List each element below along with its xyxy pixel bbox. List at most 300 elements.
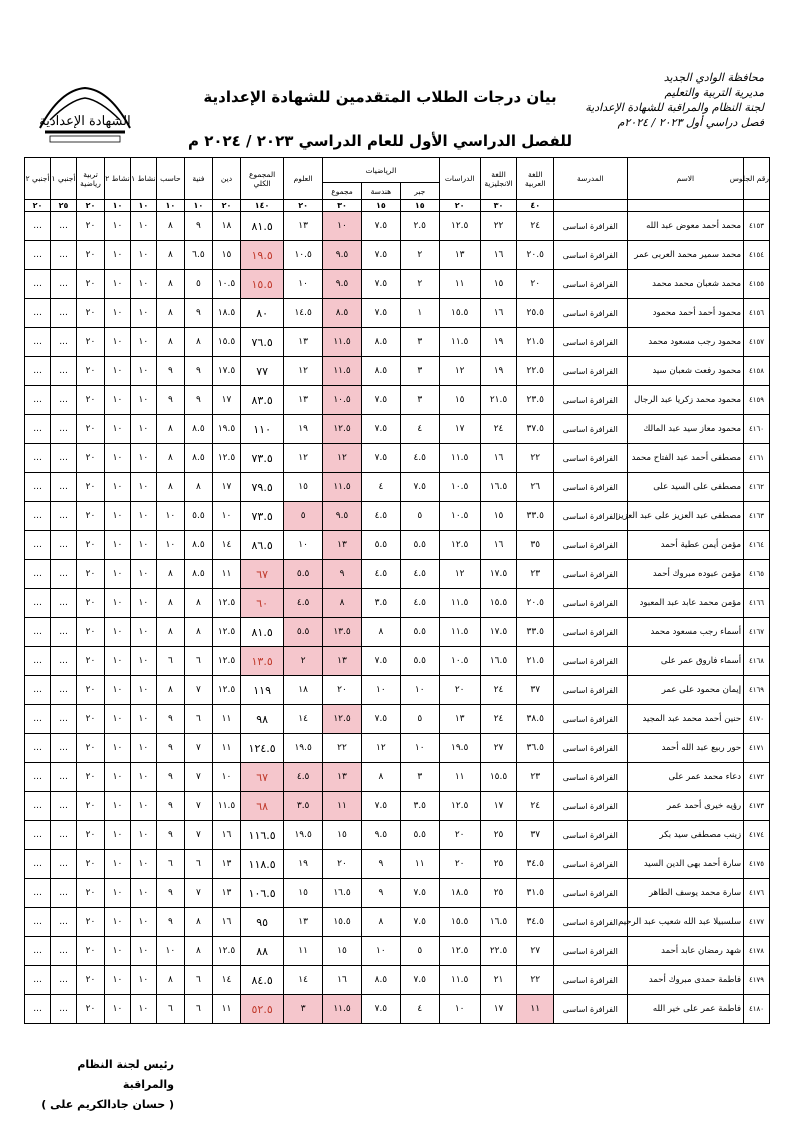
table-row — [25, 821, 770, 850]
col-science: العلوم — [284, 158, 323, 200]
max-mark: ٢٠ — [76, 200, 104, 212]
grade-cell: ١٠ — [130, 937, 156, 966]
grade-cell: ١٤.٥ — [284, 299, 323, 328]
grade-cell: ٨٨ — [241, 937, 284, 966]
grade-cell: ٢٠ — [439, 821, 480, 850]
grade-cell: ٣.٥ — [361, 589, 400, 618]
grade-cell: ٨١.٥ — [241, 212, 284, 241]
grade-cell: ... — [25, 270, 51, 299]
grade-cell: ٦ — [156, 995, 184, 1024]
grade-cell: ٢٠ — [76, 270, 104, 299]
grade-cell: ١١.٥ — [439, 618, 480, 647]
grade-cell: ٢٦ — [517, 473, 554, 502]
grade-cell: ٨.٥ — [323, 299, 362, 328]
table-row — [25, 734, 770, 763]
grade-cell: ١٠ — [105, 821, 131, 850]
col-name: الاسم — [627, 158, 744, 200]
grade-cell: ٩ — [184, 299, 212, 328]
grade-cell: ٢٤ — [517, 212, 554, 241]
grade-cell: ٨ — [156, 328, 184, 357]
grade-cell: ٧ — [184, 879, 212, 908]
grade-cell: ٥.٥ — [400, 618, 439, 647]
grade-cell: ٨ — [156, 589, 184, 618]
grade-cell: ١٥.٥ — [241, 270, 284, 299]
grade-cell: ٧.٥ — [361, 444, 400, 473]
school-name: الفرافرة اساسى — [554, 618, 627, 647]
grade-cell: ١٠ — [105, 937, 131, 966]
col-activity2: نشاط ٢ — [105, 158, 131, 200]
grade-cell: ١٣ — [284, 328, 323, 357]
grade-cell: ٨ — [156, 415, 184, 444]
grade-cell: ١٠ — [130, 444, 156, 473]
grade-cell: ٦ — [184, 647, 212, 676]
grade-cell: ... — [51, 821, 77, 850]
grade-cell: ١٠ — [130, 299, 156, 328]
grade-cell: ٨ — [184, 908, 212, 937]
seat-number: ٤١٨٠ — [744, 995, 770, 1024]
grade-cell: ١٣ — [284, 212, 323, 241]
col-english: اللغة الانجليزية — [480, 158, 517, 200]
table-row — [25, 270, 770, 299]
grade-cell: ... — [25, 792, 51, 821]
grade-cell: ٨١.٥ — [241, 618, 284, 647]
grade-cell: ٢٠ — [517, 270, 554, 299]
seat-number: ٤١٧٤ — [744, 821, 770, 850]
grade-cell: ١٥ — [284, 879, 323, 908]
grade-cell: ١٠ — [130, 415, 156, 444]
grade-cell: ١٠.٥ — [439, 473, 480, 502]
table-row — [25, 676, 770, 705]
student-name: سارة أحمد بهى الدين السيد — [627, 850, 744, 879]
grade-cell: ١٥ — [212, 241, 240, 270]
grade-cell: ٤.٥ — [400, 560, 439, 589]
grade-cell: ١٠ — [130, 734, 156, 763]
grade-cell: ١٥.٥ — [439, 908, 480, 937]
grade-cell: ٣ — [400, 328, 439, 357]
grade-cell: ١٠.٥ — [439, 647, 480, 676]
school-name: الفرافرة اساسى — [554, 763, 627, 792]
student-name: مصطفى عبد العزيز على عبد العزيز — [627, 502, 744, 531]
grade-cell: ١١ — [212, 705, 240, 734]
grade-cell: ٣٧.٥ — [517, 415, 554, 444]
grade-cell: ١٤ — [284, 966, 323, 995]
grade-cell: ... — [25, 357, 51, 386]
grade-cell: ١٠ — [284, 270, 323, 299]
grade-cell: ٢.٥ — [400, 212, 439, 241]
grade-cell: ... — [51, 618, 77, 647]
student-name: إيمان محمود على عمر — [627, 676, 744, 705]
student-name: حنين أحمد محمد عبد المجيد — [627, 705, 744, 734]
school-name: الفرافرة اساسى — [554, 589, 627, 618]
school-name: الفرافرة اساسى — [554, 879, 627, 908]
table-row — [25, 212, 770, 241]
grade-cell: ٢٥.٥ — [517, 299, 554, 328]
grade-cell: ٩ — [156, 705, 184, 734]
grade-cell: ١٠ — [105, 879, 131, 908]
grade-cell: ١٠ — [156, 502, 184, 531]
grade-cell: ٧.٥ — [361, 241, 400, 270]
grade-cell: ١٩ — [480, 328, 517, 357]
grade-cell: ١٠ — [361, 676, 400, 705]
grade-cell: ١١.٥ — [439, 966, 480, 995]
grade-cell: ١٨.٥ — [439, 879, 480, 908]
grade-cell: ١٠ — [105, 386, 131, 415]
grade-cell: ١٦ — [480, 241, 517, 270]
grade-cell: ١٥ — [284, 473, 323, 502]
grade-cell: ١٠ — [105, 734, 131, 763]
grade-cell: ٢٤ — [480, 415, 517, 444]
grade-cell: ١٠ — [130, 995, 156, 1024]
grade-cell: ... — [51, 415, 77, 444]
page-subtitle: للفصل الدراسي الأول للعام الدراسي ٢٠٢٣ / ٢٠٢٤ م — [187, 132, 573, 150]
grade-cell: ١٠ — [105, 995, 131, 1024]
grade-cell: ١٣ — [323, 763, 362, 792]
seat-number: ٤١٥٧ — [744, 328, 770, 357]
grade-cell: ١٧.٥ — [480, 560, 517, 589]
grade-cell: ٥ — [400, 937, 439, 966]
grade-cell: ٤ — [361, 473, 400, 502]
student-name: مؤمن عبوده مبروك أحمد — [627, 560, 744, 589]
grade-cell: ١٠ — [105, 763, 131, 792]
max-mark: ٤٠ — [517, 200, 554, 212]
table-row — [25, 618, 770, 647]
grade-cell: ٢٤ — [480, 676, 517, 705]
grade-cell: ١٠٦.٥ — [241, 879, 284, 908]
org-line: محافظة الوادي الجديد — [663, 71, 764, 84]
school-name: الفرافرة اساسى — [554, 212, 627, 241]
grade-cell: ١٠ — [361, 937, 400, 966]
grade-cell: ٧٣.٥ — [241, 502, 284, 531]
seat-number: ٤١٦٠ — [744, 415, 770, 444]
grade-cell: ٩ — [156, 821, 184, 850]
grade-cell: ١٢.٥ — [212, 647, 240, 676]
grade-cell: ١٠ — [105, 299, 131, 328]
grade-cell: ٩ — [361, 879, 400, 908]
grade-cell: ٢٠ — [76, 589, 104, 618]
org-line: لجنة النظام والمراقبة للشهادة الإعدادية — [585, 101, 764, 114]
grade-cell: ٢٠ — [76, 763, 104, 792]
grade-cell: ١٠ — [400, 676, 439, 705]
grade-cell: ٥٢.٥ — [241, 995, 284, 1024]
seat-number: ٤١٧٨ — [744, 937, 770, 966]
grade-cell: ١١٦.٥ — [241, 821, 284, 850]
grade-cell: ١٠.٥ — [284, 241, 323, 270]
max-mark: ٢٠ — [25, 200, 51, 212]
grade-cell: ١٠ — [105, 473, 131, 502]
grade-cell: ١٢.٥ — [439, 212, 480, 241]
school-name: الفرافرة اساسى — [554, 502, 627, 531]
grade-cell: ٩ — [323, 560, 362, 589]
grade-cell: ٨٠ — [241, 299, 284, 328]
grade-cell: ١٨ — [284, 676, 323, 705]
grade-cell: ١٠ — [130, 821, 156, 850]
school-name: الفرافرة اساسى — [554, 328, 627, 357]
grade-cell: ١٢ — [439, 357, 480, 386]
grade-cell: ١١ — [400, 850, 439, 879]
max-mark: ٢٠ — [439, 200, 480, 212]
grade-cell: ١٢ — [284, 357, 323, 386]
grade-cell: ١٠ — [439, 995, 480, 1024]
table-row — [25, 792, 770, 821]
school-name: الفرافرة اساسى — [554, 473, 627, 502]
grade-cell: ٢٣.٥ — [517, 386, 554, 415]
grade-cell: ٢٢ — [517, 966, 554, 995]
grade-cell: ... — [51, 792, 77, 821]
seat-number: ٤١٦٦ — [744, 589, 770, 618]
grade-cell: ٥.٥ — [400, 531, 439, 560]
grade-cell: ٦ — [156, 850, 184, 879]
table-body — [25, 212, 770, 1024]
grade-cell: ٢٠ — [76, 821, 104, 850]
student-name: محمد أحمد معوض عبد الله — [627, 212, 744, 241]
student-name: محمود رجب مسعود محمد — [627, 328, 744, 357]
seat-number: ٤١٥٤ — [744, 241, 770, 270]
seat-number: ٤١٧٢ — [744, 763, 770, 792]
grade-cell: ٢٠ — [76, 734, 104, 763]
student-name: محمود محمد زكريا عبد الرجال — [627, 386, 744, 415]
student-name: زينب مصطفى سيد بكر — [627, 821, 744, 850]
grade-cell: ١٠ — [105, 444, 131, 473]
grade-cell: ٢٠ — [76, 212, 104, 241]
grade-cell: ... — [25, 879, 51, 908]
grade-cell: ٣٧ — [517, 821, 554, 850]
grade-cell: ... — [51, 502, 77, 531]
grade-cell: ١٠ — [130, 473, 156, 502]
grade-cell: ١٤ — [212, 531, 240, 560]
grade-cell: ... — [25, 473, 51, 502]
grade-cell: ٧.٥ — [400, 879, 439, 908]
grade-cell: ١٣ — [323, 647, 362, 676]
grade-cell: ٦ — [184, 705, 212, 734]
grade-cell: ١٠ — [130, 328, 156, 357]
grade-cell: ... — [51, 734, 77, 763]
grade-cell: ١٩ — [284, 415, 323, 444]
grade-cell: ١١.٥ — [323, 328, 362, 357]
grade-cell: ٢٠ — [76, 502, 104, 531]
grade-cell: ... — [25, 763, 51, 792]
grade-cell: ٧٣.٥ — [241, 444, 284, 473]
grade-cell: ٨ — [156, 444, 184, 473]
grade-cell: ٦٧ — [241, 763, 284, 792]
grade-cell: ٢٣ — [517, 763, 554, 792]
grade-cell: ... — [25, 908, 51, 937]
grade-cell: ١١ — [212, 995, 240, 1024]
grade-cell: ١١.٥ — [323, 995, 362, 1024]
grade-cell: ١٠.٥ — [323, 386, 362, 415]
col-social: الدراسات — [439, 158, 480, 200]
signature-block — [24, 1055, 174, 1115]
school-name: الفرافرة اساسى — [554, 647, 627, 676]
student-name: مؤمن محمد عابد عبد المعبود — [627, 589, 744, 618]
grade-cell: ٥ — [400, 502, 439, 531]
grade-cell: ... — [51, 879, 77, 908]
col-arabic: اللغة العربية — [517, 158, 554, 200]
grade-cell: ٧.٥ — [361, 386, 400, 415]
table-row — [25, 908, 770, 937]
grade-cell: ٢٠ — [76, 618, 104, 647]
grade-cell: ١٦ — [480, 531, 517, 560]
grade-cell: ٤.٥ — [284, 763, 323, 792]
grade-cell: ... — [25, 850, 51, 879]
school-name: الفرافرة اساسى — [554, 386, 627, 415]
grade-cell: ٣٧ — [517, 676, 554, 705]
grade-cell: ... — [25, 502, 51, 531]
grade-cell: ١٠ — [105, 560, 131, 589]
grade-cell: ٨ — [156, 618, 184, 647]
grade-cell: ٢٠ — [76, 444, 104, 473]
col-foreign2: أجنبي ٢ — [25, 158, 51, 200]
grade-cell: ١٠ — [105, 357, 131, 386]
grade-cell: ٢٢.٥ — [480, 937, 517, 966]
grade-cell: ١٥ — [439, 386, 480, 415]
grade-cell: ١٠ — [323, 212, 362, 241]
grade-cell: ٣١.٥ — [517, 879, 554, 908]
student-name: محمود أحمد أحمد محمود — [627, 299, 744, 328]
seat-number: ٤١٦٢ — [744, 473, 770, 502]
grade-cell: ١٠.٥ — [212, 270, 240, 299]
grade-cell: ١٠ — [105, 212, 131, 241]
grade-cell: ٢٠ — [76, 850, 104, 879]
grade-cell: ٢٢ — [323, 734, 362, 763]
grade-cell: ٢٠ — [76, 647, 104, 676]
seat-number: ٤١٦٧ — [744, 618, 770, 647]
grade-cell: ... — [25, 589, 51, 618]
grade-cell: ٢٥ — [480, 879, 517, 908]
grade-cell: ... — [51, 386, 77, 415]
grade-cell: ١٢.٥ — [439, 531, 480, 560]
grade-cell: ١٠ — [130, 560, 156, 589]
grade-cell: ٧.٥ — [361, 299, 400, 328]
grade-cell: ٢٠ — [76, 299, 104, 328]
grade-cell: ٨ — [184, 937, 212, 966]
grade-cell: ١١ — [439, 270, 480, 299]
col-art: فنية — [184, 158, 212, 200]
grade-cell: ... — [51, 589, 77, 618]
seat-number: ٤١٥٦ — [744, 299, 770, 328]
table-row — [25, 328, 770, 357]
seat-number: ٤١٧١ — [744, 734, 770, 763]
grade-cell: ٢٠ — [76, 879, 104, 908]
grade-cell: ١٠ — [105, 705, 131, 734]
grade-cell: ١٠ — [130, 705, 156, 734]
grade-cell: ١١ — [517, 995, 554, 1024]
signature-name: ( حسان جادالكريم على ) — [41, 1098, 174, 1111]
grade-cell: ٦٧ — [241, 560, 284, 589]
grade-cell: ٧ — [184, 821, 212, 850]
school-name: الفرافرة اساسى — [554, 937, 627, 966]
school-name: الفرافرة اساسى — [554, 531, 627, 560]
grade-cell: ٢٠ — [76, 357, 104, 386]
grade-cell: ٢٠ — [76, 328, 104, 357]
grade-cell: ١١.٥ — [323, 357, 362, 386]
grade-cell: ٧.٥ — [361, 647, 400, 676]
table-row — [25, 560, 770, 589]
seat-number: ٤١٧٣ — [744, 792, 770, 821]
grade-cell: ١٠ — [130, 386, 156, 415]
table-row — [25, 589, 770, 618]
grade-cell: ١١٩ — [241, 676, 284, 705]
grade-cell: ٢٠ — [76, 241, 104, 270]
grade-cell: ١٠ — [156, 531, 184, 560]
grade-cell: ٣ — [284, 995, 323, 1024]
seat-number: ٤١٦٥ — [744, 560, 770, 589]
grade-cell: ١٩ — [480, 357, 517, 386]
grade-cell: ١٢.٥ — [212, 676, 240, 705]
grade-cell: ١٧ — [212, 473, 240, 502]
grade-cell: ١٥ — [480, 502, 517, 531]
table-row — [25, 966, 770, 995]
grade-cell: ... — [51, 560, 77, 589]
grade-cell: ٢٧ — [480, 734, 517, 763]
table-row — [25, 879, 770, 908]
max-marks-row — [25, 200, 770, 212]
grade-cell: ٨.٥ — [184, 531, 212, 560]
grade-cell: ٥ — [184, 270, 212, 299]
grade-cell: ٢٢ — [517, 444, 554, 473]
grade-cell: ١٠ — [130, 908, 156, 937]
grade-cell: ١ — [400, 299, 439, 328]
grade-cell: ١١.٥ — [439, 328, 480, 357]
grade-cell: ٨.٥ — [361, 966, 400, 995]
grade-cell: ٧.٥ — [361, 415, 400, 444]
grade-cell: ١٣.٥ — [241, 647, 284, 676]
grade-cell: ٣ — [400, 386, 439, 415]
grades-table — [24, 157, 770, 1024]
table-row — [25, 937, 770, 966]
grade-cell: ١٧.٥ — [480, 618, 517, 647]
grade-cell: ٥.٥ — [284, 560, 323, 589]
school-name: الفرافرة اساسى — [554, 299, 627, 328]
grade-cell: ١٣ — [284, 908, 323, 937]
grade-cell: ١٧ — [439, 415, 480, 444]
school-name: الفرافرة اساسى — [554, 821, 627, 850]
grade-cell: ... — [25, 444, 51, 473]
signature-title: رئيس لجنة النظام والمراقبة — [77, 1058, 174, 1091]
grade-cell: ٤.٥ — [361, 560, 400, 589]
grade-cell: ... — [51, 473, 77, 502]
grade-cell: ... — [51, 212, 77, 241]
grade-cell: ١٦.٥ — [480, 473, 517, 502]
grade-cell: ١٣ — [212, 879, 240, 908]
grade-cell: ١٢.٥ — [212, 444, 240, 473]
grade-cell: ٥.٥ — [284, 618, 323, 647]
grade-cell: ١١ — [212, 734, 240, 763]
grade-cell: ... — [51, 763, 77, 792]
grade-cell: ١٠ — [130, 241, 156, 270]
seat-number: ٤١٦٣ — [744, 502, 770, 531]
grade-cell: ٩.٥ — [323, 270, 362, 299]
grade-cell: ١٩.٥ — [241, 241, 284, 270]
grade-cell: ٢ — [400, 270, 439, 299]
seat-number: ٤١٧٦ — [744, 879, 770, 908]
seat-number: ٤١٧٩ — [744, 966, 770, 995]
grade-cell: ٢٠ — [76, 386, 104, 415]
grade-cell: ١٩.٥ — [439, 734, 480, 763]
grade-cell: ... — [25, 531, 51, 560]
grade-cell: ٩ — [156, 879, 184, 908]
grade-cell: ١٦ — [212, 821, 240, 850]
grade-cell: ٢ — [284, 647, 323, 676]
grade-cell: ١٢.٥ — [212, 618, 240, 647]
col-pe: تربية رياضية — [76, 158, 104, 200]
grade-cell: ٢٠ — [76, 473, 104, 502]
grade-cell: ٧٦.٥ — [241, 328, 284, 357]
grade-cell: ٦ — [184, 966, 212, 995]
grade-cell: ٢٢.٥ — [517, 357, 554, 386]
school-name: الفرافرة اساسى — [554, 705, 627, 734]
school-name: الفرافرة اساسى — [554, 357, 627, 386]
grade-cell: ١٠ — [130, 647, 156, 676]
